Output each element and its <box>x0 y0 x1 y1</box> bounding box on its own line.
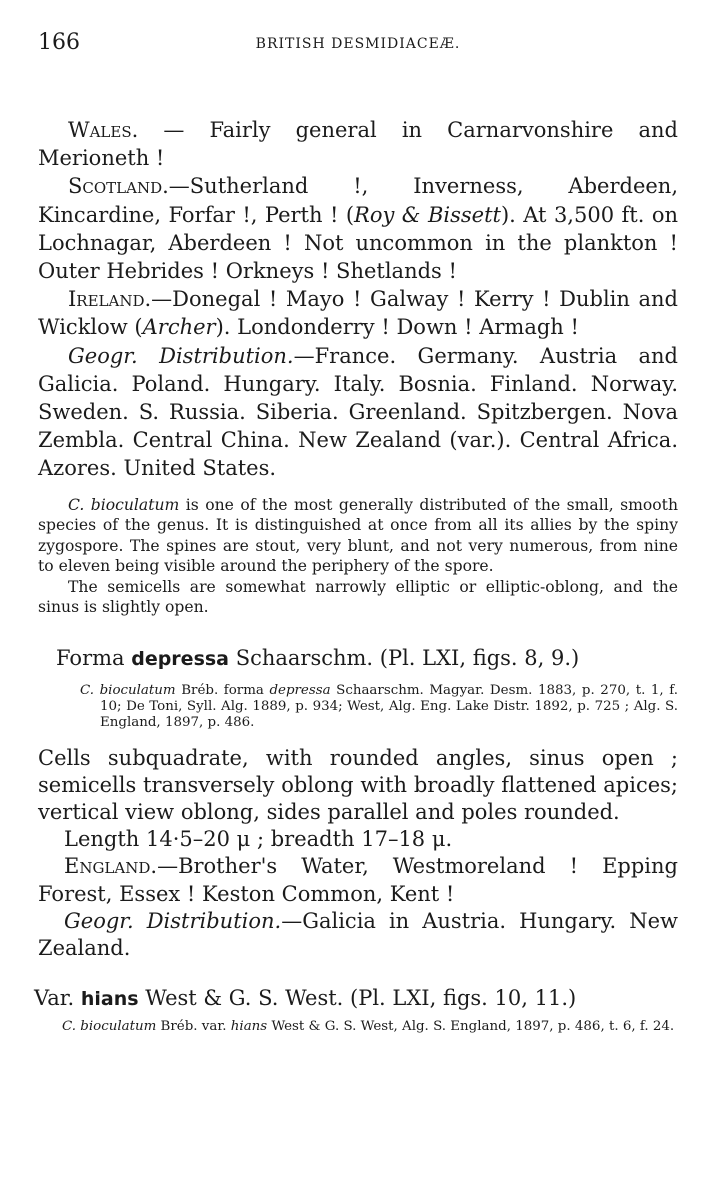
forma-england-record <box>38 853 678 907</box>
variety-heading <box>34 984 678 1013</box>
forma-ref-forma: depressa <box>269 682 331 698</box>
distribution-text: —France. Germany. Austria and Galicia. Poland. Hungary. Italy. Bosnia. Finland. Norway. Sweden. S. Russia. Siberia. Greenland. Spitzbergen. Nova Zembla. Central China. New Zealand (var.). Central Africa. Azores. United States. <box>38 343 678 481</box>
forma-distribution-record <box>38 908 678 962</box>
forma-ref-species: C. bioculatum <box>80 682 176 698</box>
variety-ref-a: Bréb. var. <box>156 1019 231 1035</box>
scotland-citation: Roy & Bissett <box>354 202 501 227</box>
variety-name: hians <box>80 988 139 1011</box>
forma-ref-b: Schaarschm. Magyar. Desm. 1883, p. 270, t. 1, f. 10; De Toni, Syll. Alg. 1889, p. 934; West, Alg. Eng. Lake Distr. 1892, p. 725 ; Alg. S. England, 1897, p. 486. <box>100 682 678 730</box>
forma-prefix: Forma <box>56 645 132 670</box>
variety-reference <box>38 1019 678 1035</box>
wales-record <box>38 116 678 172</box>
ireland-record <box>38 285 678 341</box>
ireland-text-a: —Donegal ! Mayo ! Galway ! Kerry ! Dublin and Wicklow ( <box>38 287 678 340</box>
forma-england-text: —Brother's Water, Westmoreland ! Epping Forest, Essex ! Keston Common, Kent ! <box>38 854 678 906</box>
species-note <box>38 495 678 618</box>
variety-ref-species: C. bioculatum <box>62 1019 157 1035</box>
variety-prefix: Var. <box>34 986 81 1011</box>
ireland-label: Ireland. <box>68 287 152 312</box>
scotland-label: Scotland. <box>68 174 169 199</box>
variety-ref-var: hians <box>230 1019 268 1035</box>
note-species-name: C. bioculatum <box>68 495 180 514</box>
records-section <box>38 116 678 483</box>
variety-ref-b: West & G. S. West, Alg. S. England, 1897, p. 486, t. 6, f. 24. <box>267 1019 675 1035</box>
note-text-1: is one of the most generally distributed of the small, smooth species of the genus. It is distinguished at once from all its allies by the spiny zygospore. The spines are stout, very blunt, and not very numerous, from nine to eleven being visible around the periphery of the spore. <box>38 495 678 576</box>
wales-label: Wales. <box>68 118 139 142</box>
book-page <box>34 30 678 1035</box>
forma-heading <box>56 644 678 673</box>
forma-england-label: England. <box>64 854 158 879</box>
forma-measurements: Length 14·5–20 μ ; breadth 17–18 μ. <box>64 827 453 852</box>
ireland-text-b: ). Londonderry ! Down ! Armagh ! <box>215 315 579 340</box>
forma-desc-text: Cells subquadrate, with rounded angles, sinus open ; semicells transversely oblong with broadly flattened apices; vertical view oblong, sides parallel and poles rounded. <box>38 745 678 825</box>
forma-distr-label: Geogr. Distribution. <box>64 908 282 933</box>
forma-distr-text: —Galicia in Austria. Hungary. New Zealand. <box>38 908 678 961</box>
variety-author-plate: West & G. S. West. (Pl. LXI, figs. 10, 11.) <box>138 986 577 1011</box>
ireland-citation: Archer <box>142 315 216 340</box>
forma-reference <box>38 683 678 731</box>
page-number: 166 <box>38 30 80 55</box>
scotland-text-b: ). At 3,500 ft. on Lochnagar, Aberdeen ! Not uncommon in the plankton ! Outer Hebrides ! Orkneys ! Shetlands ! <box>38 202 678 284</box>
scotland-text-a: —Sutherland !, Inverness, Aberdeen, Kincardine, Forfar !, Perth ! ( <box>38 174 678 227</box>
forma-author-plate: Schaarschm. (Pl. LXI, figs. 8, 9.) <box>229 645 580 670</box>
running-title: BRITISH DESMIDIACEÆ. <box>255 36 461 52</box>
scotland-record <box>38 172 678 285</box>
wales-text: — Fairly general in Carnarvonshire and Merioneth ! <box>38 118 678 171</box>
distribution-record <box>38 342 678 483</box>
forma-ref-a: Bréb. forma <box>175 682 270 698</box>
note-paragraph-2: The semicells are somewhat narrowly elliptic or elliptic-oblong, and the sinus is slightly open. <box>38 577 678 617</box>
page-header <box>38 30 678 64</box>
distribution-label: Geogr. Distribution. <box>68 343 294 368</box>
note-paragraph-1 <box>38 495 678 577</box>
forma-name: depressa <box>131 647 230 670</box>
forma-description <box>38 745 678 963</box>
